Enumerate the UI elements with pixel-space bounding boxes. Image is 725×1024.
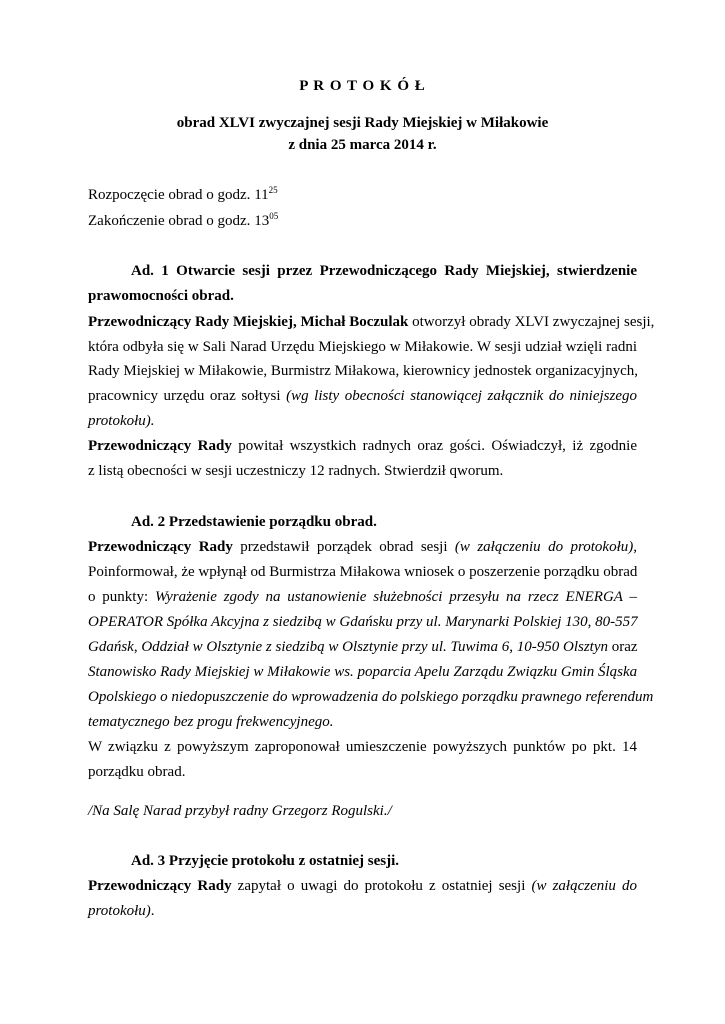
ad2-heading: Ad. 2 Przedstawienie porządku obrad. (131, 514, 377, 530)
ad2-note: /Na Salę Narad przybył radny Grzegorz Rogulski./ (88, 803, 392, 819)
start-time: Rozpoczęcie obrad o godz. $11^{25}$ (88, 185, 278, 203)
session-date: z dnia 25 marca 2014 r. (288, 137, 437, 153)
document-title: P R O T O K Ó Ł (299, 78, 426, 94)
document-subtitle: obrad XLVI zwyczajnej sesji Rady Miejskiej w Miłakowie (176, 115, 549, 131)
ad3-heading: Ad. 3 Przyjęcie protokołu z ostatniej sesji. (131, 853, 400, 869)
document-page: P R O T O K Ó Ł obrad XLVI zwyczajnej sesji Rady Miejskiej w Miłakowie z dnia 25 marca 2014 r. Rozpoczęcie obrad o godz. $11^{25}$ Zakończenie obrad o godz. $13^{05}$ Ad. 1 Otwarcie sesji przez Przewodniczącego Rady Miejskiej, stwierdzenie prawomocności obrad. Przewodniczący Rady Miejskiej, Michał Boczulak otworzył obrady XLVI zwyczajnej sesji, która odbyła się w Sali Narad Urzędu Miejskiego w Miłakowie. W sesji udział wzięli radni Rady Miejskiej w Miłakowie, Burmistrz Miłakowa, kierownicy jednostek organizacyjnych, pracownicy urzędu oraz sołtysi (wg listy obecności stanowiącej załącznik do niniejszego protokołu). Przewodniczący Rady powitał wszystkich radnych oraz gości. Oświadczył, iż zgodnie z listą obecności w sesji uczestniczy 12 radnych. Stwierdził qworum. Ad. 2 Przedstawienie porządku obrad. Przewodniczący Rady przedstawił porządek obrad sesji (w załączeniu do protokołu), Poinformował, że wpłynął od Burmistrza Miłakowa wniosek o poszerzenie porządku obrad o punkty: Wyrażenie zgody na ustanowienie służebności przesyłu na rzecz ENERGA – OPERATOR Spółka Akcyjna z siedzibą w Gdańsku przy ul. Marynarki Polskiej 130, 80-557 Gdańsk, Oddział w Olsztynie z siedzibą w Olsztynie przy ul. Tuwima 6, 10-950 Olsztyn oraz Stanowisko Rady Miejskiej w Miłakowie ws. poparcia Apelu Zarządu Związku Gmin Śląska Opolskiego o niedopuszczenie do wprowadzenia do polskiego porządku prawnego referendum tematycznego bez progu frekwencyjnego. W związku z powyższym zaproponował umieszczenie powyższych punktów po pkt. 14 porządku obrad. /Na Salę Narad przybył radny Grzegorz Rogulski./ Ad. 3 Przyjęcie protokołu z ostatniej sesji. Przewodniczący Rady zapytał o uwagi do protokołu z ostatniej sesji (w załączeniu do protokołu). (0, 0, 725, 1024)
end-time: Zakończenie obrad o godz. $13^{05}$ (88, 211, 279, 229)
